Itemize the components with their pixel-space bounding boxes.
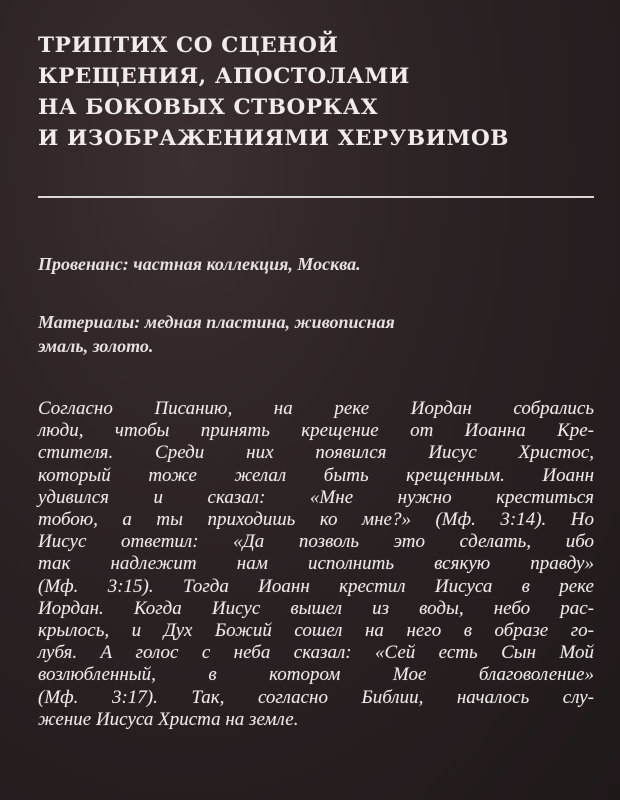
description-line: (Мф. 3:17). Так, согласно Библии, началось слу- [38, 686, 594, 708]
description-line: тобою, а ты приходишь ко мне?» (Мф. 3:14). Но [38, 509, 594, 531]
description-line: так надлежит нам исполнить всякую правду» [38, 553, 594, 575]
title-line: ТРИПТИХ СО СЦЕНОЙ [38, 33, 339, 58]
description-line: Иордан. Когда Иисус вышел из воды, небо рас- [38, 597, 594, 619]
title-line: И ИЗОБРАЖЕНИЯМИ ХЕРУВИМОВ [38, 126, 510, 151]
description-line: Иисус ответил: «Да позволь это сделать, ибо [38, 531, 594, 553]
materials-line: Материалы: медная пластина, живописная [38, 312, 395, 332]
description-line: крылось, и Дух Божий сошел на него в образе го- [38, 620, 594, 642]
materials-line: эмаль, золото. [38, 336, 154, 356]
description-paragraph [38, 398, 594, 731]
description-line: жение Иисуса Христа на земле. [38, 708, 299, 730]
description-line: Согласно Писанию, на реке Иордан собрались [38, 398, 594, 419]
label-title [38, 30, 594, 154]
description-line: лубя. А голос с неба сказал: «Сей есть Сын Мой [38, 642, 594, 664]
description-line: который тоже желал быть крещенным. Иоанн [38, 464, 594, 486]
materials-text [38, 310, 594, 358]
description-line: возлюбленный, в котором Мое благоволение» [38, 664, 594, 686]
description-line: удивился и сказал: «Мне нужно креститься [38, 486, 594, 508]
title-line: НА БОКОВЫХ СТВОРКАХ [38, 95, 379, 120]
description-line: стителя. Среди них появился Иисус Христос, [38, 442, 594, 464]
provenance-line: Провенанс: частная коллекция, Москва. [38, 254, 361, 274]
description-line: (Мф. 3:15). Тогда Иоанн крестил Иисуса в реке [38, 575, 594, 597]
provenance-text [38, 252, 594, 276]
title-line: КРЕЩЕНИЯ, АПОСТОЛАМИ [38, 64, 410, 89]
title-divider [38, 196, 594, 198]
description-line: люди, чтобы принять крещение от Иоанна Кре- [38, 420, 594, 442]
